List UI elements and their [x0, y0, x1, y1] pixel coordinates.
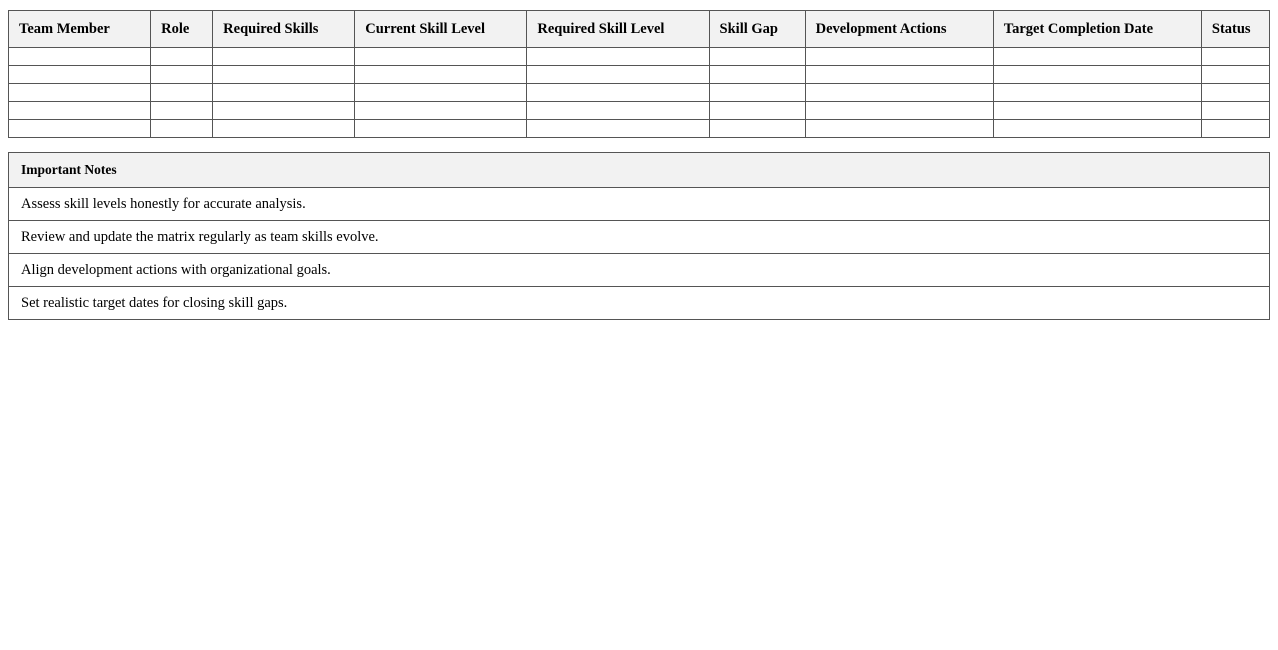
table-row[interactable]: [9, 102, 1270, 120]
cell-role[interactable]: [151, 66, 213, 84]
cell-development-actions[interactable]: [805, 66, 993, 84]
cell-required-skill-level[interactable]: [527, 84, 709, 102]
column-header-required-skills: Required Skills: [213, 11, 355, 48]
column-header-skill-gap: Skill Gap: [709, 11, 805, 48]
cell-current-skill-level[interactable]: [355, 102, 527, 120]
cell-skill-gap[interactable]: [709, 84, 805, 102]
cell-development-actions[interactable]: [805, 120, 993, 138]
cell-development-actions[interactable]: [805, 102, 993, 120]
cell-role[interactable]: [151, 102, 213, 120]
column-header-role: Role: [151, 11, 213, 48]
important-notes-section: [8, 152, 1270, 320]
column-header-status: Status: [1201, 11, 1269, 48]
cell-status[interactable]: [1201, 84, 1269, 102]
notes-header-row: [9, 153, 1270, 188]
cell-team-member[interactable]: [9, 66, 151, 84]
table-row[interactable]: [9, 84, 1270, 102]
note-item: Set realistic target dates for closing skill gaps.: [9, 287, 1270, 320]
cell-development-actions[interactable]: [805, 84, 993, 102]
skill-matrix-table: [8, 10, 1270, 138]
cell-current-skill-level[interactable]: [355, 120, 527, 138]
cell-target-completion-date[interactable]: [993, 66, 1201, 84]
cell-team-member[interactable]: [9, 120, 151, 138]
cell-current-skill-level[interactable]: [355, 66, 527, 84]
note-row: [9, 254, 1270, 287]
cell-current-skill-level[interactable]: [355, 84, 527, 102]
cell-status[interactable]: [1201, 102, 1269, 120]
table-header: [9, 11, 1270, 48]
cell-skill-gap[interactable]: [709, 102, 805, 120]
cell-target-completion-date[interactable]: [993, 48, 1201, 66]
cell-role[interactable]: [151, 84, 213, 102]
column-header-development-actions: Development Actions: [805, 11, 993, 48]
cell-target-completion-date[interactable]: [993, 102, 1201, 120]
cell-required-skill-level[interactable]: [527, 102, 709, 120]
cell-required-skills[interactable]: [213, 66, 355, 84]
table-body: [9, 48, 1270, 138]
column-header-required-skill-level: Required Skill Level: [527, 11, 709, 48]
document-page: [0, 0, 1278, 320]
column-header-current-skill-level: Current Skill Level: [355, 11, 527, 48]
note-item: Review and update the matrix regularly as team skills evolve.: [9, 221, 1270, 254]
cell-target-completion-date[interactable]: [993, 120, 1201, 138]
header-row: [9, 11, 1270, 48]
cell-current-skill-level[interactable]: [355, 48, 527, 66]
cell-required-skills[interactable]: [213, 48, 355, 66]
cell-team-member[interactable]: [9, 102, 151, 120]
note-row: [9, 287, 1270, 320]
cell-skill-gap[interactable]: [709, 48, 805, 66]
table-row[interactable]: [9, 48, 1270, 66]
cell-role[interactable]: [151, 120, 213, 138]
cell-required-skill-level[interactable]: [527, 48, 709, 66]
important-notes-table: [8, 152, 1270, 320]
cell-team-member[interactable]: [9, 84, 151, 102]
cell-team-member[interactable]: [9, 48, 151, 66]
table-row[interactable]: [9, 66, 1270, 84]
note-item: Align development actions with organizational goals.: [9, 254, 1270, 287]
cell-status[interactable]: [1201, 66, 1269, 84]
note-row: [9, 188, 1270, 221]
note-item: Assess skill levels honestly for accurate analysis.: [9, 188, 1270, 221]
column-header-team-member: Team Member: [9, 11, 151, 48]
column-header-target-completion-date: Target Completion Date: [993, 11, 1201, 48]
cell-skill-gap[interactable]: [709, 120, 805, 138]
cell-required-skill-level[interactable]: [527, 120, 709, 138]
cell-role[interactable]: [151, 48, 213, 66]
cell-required-skill-level[interactable]: [527, 66, 709, 84]
cell-status[interactable]: [1201, 48, 1269, 66]
note-row: [9, 221, 1270, 254]
cell-required-skills[interactable]: [213, 84, 355, 102]
cell-required-skills[interactable]: [213, 102, 355, 120]
notes-title: Important Notes: [9, 153, 1270, 188]
cell-required-skills[interactable]: [213, 120, 355, 138]
table-row[interactable]: [9, 120, 1270, 138]
cell-skill-gap[interactable]: [709, 66, 805, 84]
cell-target-completion-date[interactable]: [993, 84, 1201, 102]
cell-development-actions[interactable]: [805, 48, 993, 66]
cell-status[interactable]: [1201, 120, 1269, 138]
